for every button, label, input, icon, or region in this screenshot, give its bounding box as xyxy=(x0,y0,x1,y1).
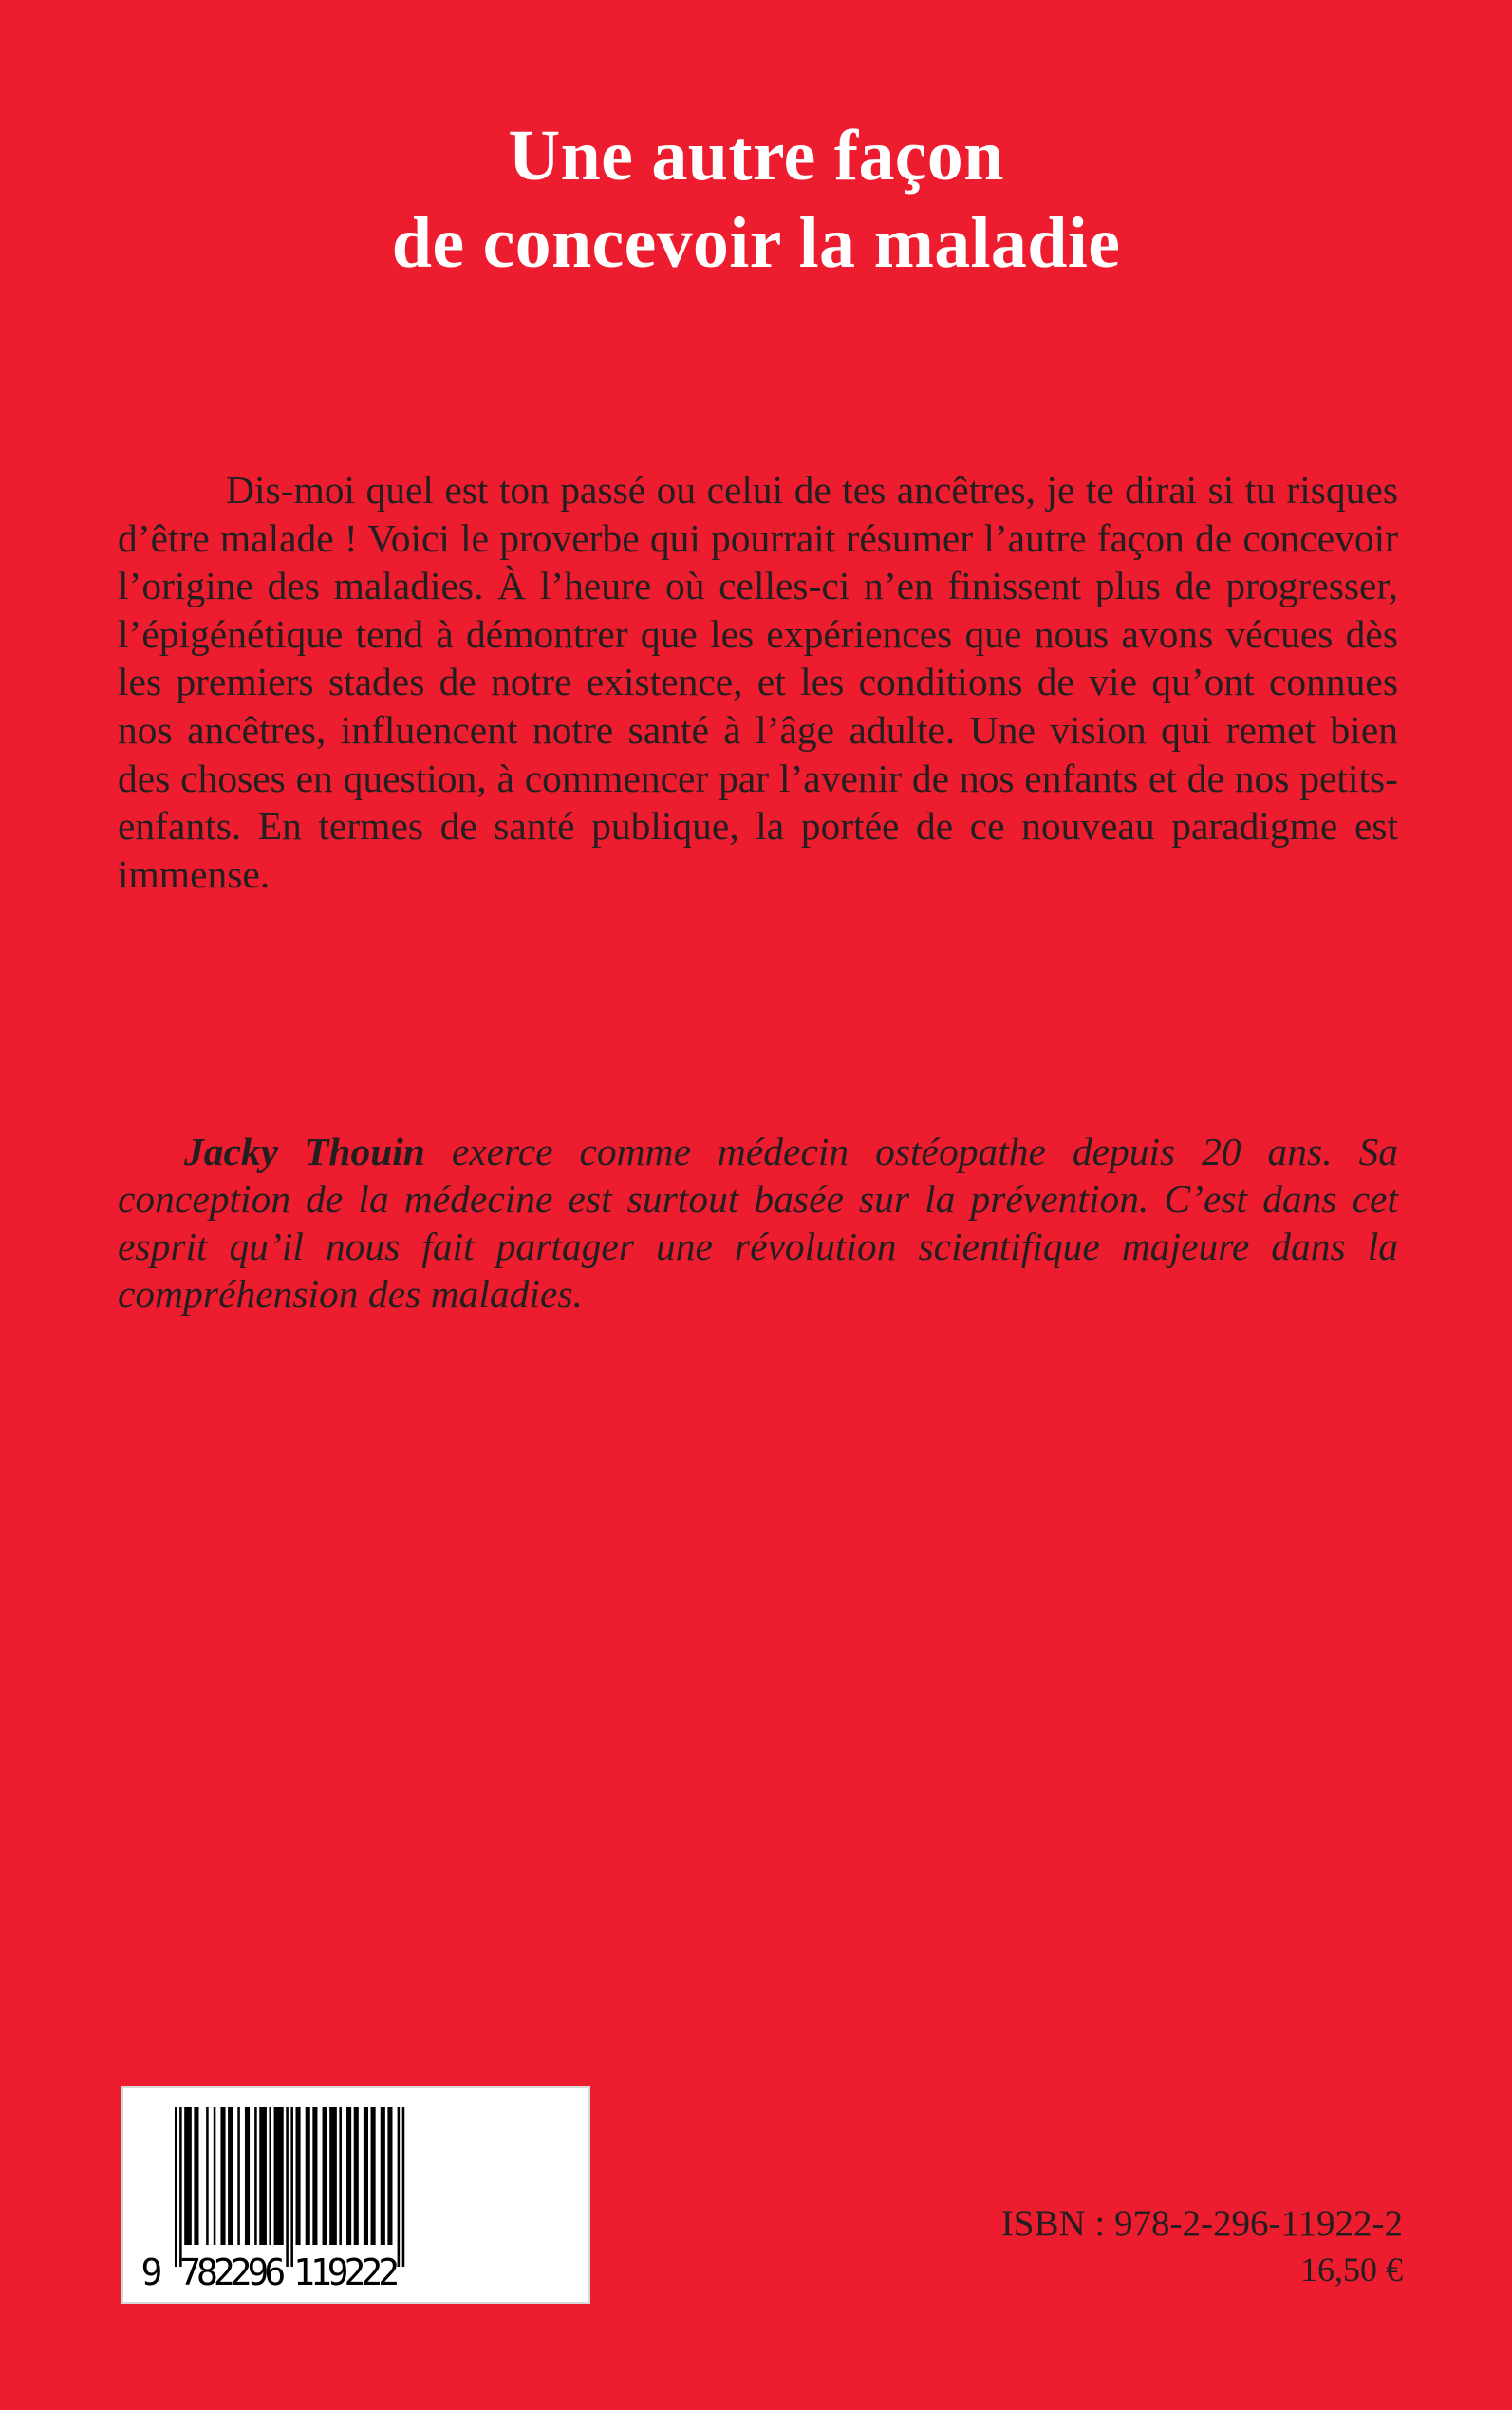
author-bio-text: exerce comme médecin ostéopathe depuis 20 ans. Sa conception de la médecine est surtout basée sur la prévention. C’est dans cet esprit qu’il nous fait partager une révolution scientifique majeure dans la compréhension des maladies. xyxy=(118,1130,1398,1316)
book-summary: Dis-moi quel est ton passé ou celui de tes ancêtres, je te dirai si tu risques d’être malade ! Voici le proverbe qui pourrait résumer l’autre façon de concevoir l’origine des maladies. À l’heure où celles-ci n’en finissent plus de progresser, l’épigénétique tend à démontrer que les expériences que nous avons vécues dès les premiers stades de notre existence, et les conditions de vie qu’ont connues nos ancêtres, influencent notre santé à l’âge adulte. Une vision qui remet bien des choses en question, à commencer par l’avenir de nos enfants et de nos petits-enfants. En termes de santé publique, la portée de ce nouveau paradigme est immense. xyxy=(118,468,1398,896)
barcode-bar xyxy=(339,2107,342,2245)
barcode-bar xyxy=(274,2107,284,2245)
barcode-guard-bar xyxy=(398,2107,401,2267)
price-label: 16,50 € xyxy=(1300,2251,1403,2289)
barcode-bar xyxy=(387,2107,392,2245)
barcode-guard-bar xyxy=(175,2107,177,2267)
isbn-label: ISBN : 978-2-296-11922-2 xyxy=(1000,2203,1403,2244)
barcode-bar xyxy=(329,2107,337,2245)
barcode-bar xyxy=(228,2107,233,2245)
barcode-bar xyxy=(220,2107,225,2245)
barcode-digit: 9 xyxy=(247,2251,270,2293)
barcode-guard-bar xyxy=(286,2107,289,2267)
barcode-bar xyxy=(323,2107,327,2245)
cover-title xyxy=(0,112,1512,287)
barcode-guard-bar xyxy=(290,2107,293,2267)
barcode xyxy=(121,2086,590,2304)
barcode-bar xyxy=(371,2107,376,2245)
title-line-1: Une autre façon xyxy=(508,116,1004,196)
barcode-bar xyxy=(296,2107,301,2245)
barcode-bar xyxy=(312,2107,317,2245)
barcode-digit: 1 xyxy=(292,2251,315,2293)
barcode-digit: 6 xyxy=(264,2251,287,2293)
barcode-digit: 8 xyxy=(196,2251,218,2293)
barcode-guard-bar xyxy=(402,2107,405,2267)
barcode-digit: 9 xyxy=(327,2251,349,2293)
barcode-bar xyxy=(381,2107,385,2245)
barcode-bar xyxy=(259,2107,267,2245)
barcode-guard-bar xyxy=(179,2107,182,2267)
barcode-digit: 2 xyxy=(361,2251,383,2293)
barcode-bar xyxy=(306,2107,310,2245)
barcode-digit: 9 xyxy=(140,2251,163,2293)
barcode-bar xyxy=(346,2107,351,2245)
barcode-digit: 2 xyxy=(213,2251,235,2293)
barcode-digit: 2 xyxy=(230,2251,252,2293)
barcode-digit: 2 xyxy=(344,2251,366,2293)
barcode-bar xyxy=(194,2107,198,2245)
barcode-bar xyxy=(237,2107,240,2245)
barcode-bar xyxy=(364,2107,368,2245)
barcode-bar xyxy=(354,2107,359,2245)
barcode-graphic xyxy=(123,2088,592,2306)
author-name: Jacky Thouin xyxy=(184,1130,425,1173)
barcode-digit: 1 xyxy=(309,2251,332,2293)
barcode-digit: 2 xyxy=(378,2251,401,2293)
barcode-bar xyxy=(245,2107,250,2245)
barcode-digit: 7 xyxy=(179,2251,202,2293)
barcode-bar xyxy=(269,2107,271,2245)
barcode-bar xyxy=(184,2107,192,2245)
barcode-bar xyxy=(254,2107,257,2245)
barcode-bar xyxy=(206,2107,209,2245)
author-bio xyxy=(118,1128,1398,1317)
title-line-2: de concevoir la maladie xyxy=(391,203,1121,283)
barcode-bar xyxy=(214,2107,216,2245)
